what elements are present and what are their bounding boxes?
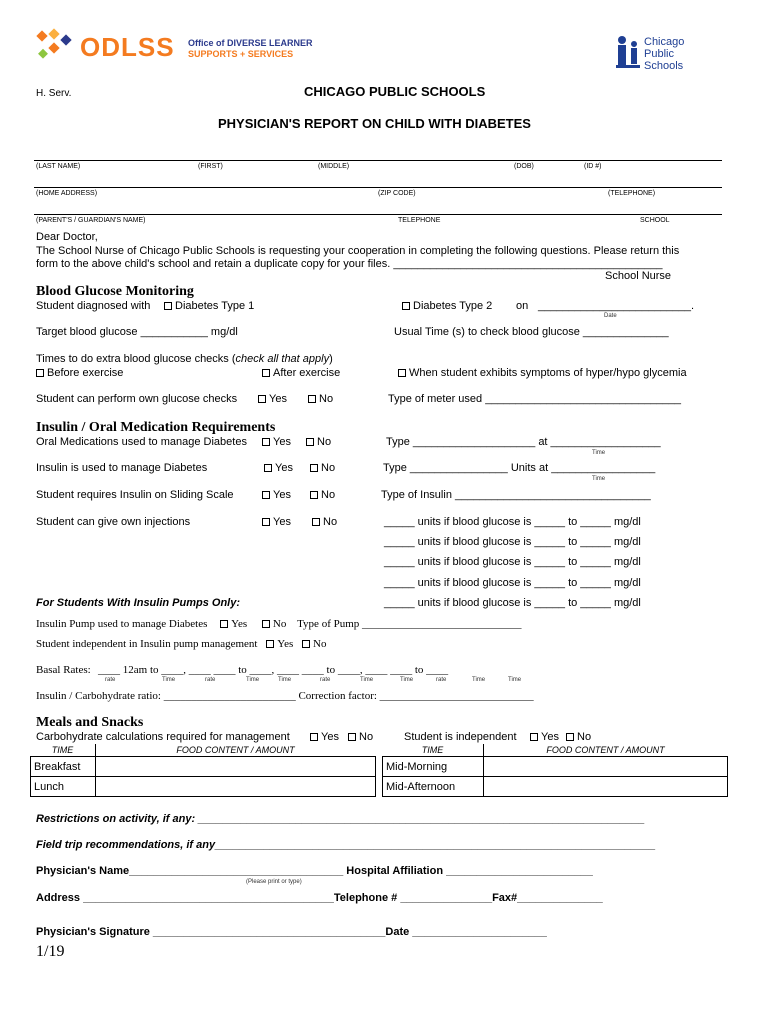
pump-yes-checkbox[interactable] <box>220 620 228 628</box>
address-field[interactable]: Address _________________________________________Telephone # _______________Fax#______________ <box>36 892 603 904</box>
on-label: on <box>516 300 529 312</box>
letter-line-2: form to the above child's school and retain a duplicate copy for your files. ____________________________________________ <box>36 258 663 270</box>
independent-yes[interactable] <box>530 731 559 743</box>
label-id: (ID #) <box>584 163 602 170</box>
before-exercise-checkbox[interactable] <box>36 369 44 377</box>
ratio-field[interactable]: Insulin / Carbohydrate ratio: ________________________ Correction factor: ____________________________ <box>36 690 534 702</box>
oral-label: Oral Medications used to manage Diabetes <box>36 436 247 448</box>
signature-field[interactable]: Physician's Signature ______________________________________Date ______________________ <box>36 926 547 938</box>
odlss-wordmark: ODLSS <box>80 32 175 62</box>
scale-row-2[interactable]: _____ units if blood glucose is _____ to _____ mg/dl <box>384 536 641 548</box>
pump-ind-no-label: No <box>313 638 327 650</box>
oral-no-label: No <box>317 436 332 448</box>
school-nurse-label: School Nurse <box>605 270 672 282</box>
carb-yes-label: Yes <box>321 731 339 743</box>
h-serv: H. Serv. <box>36 88 72 99</box>
oral-yes[interactable] <box>262 436 291 448</box>
diagnosed-label: Student diagnosed with <box>36 300 151 312</box>
label-telephone-2: TELEPHONE <box>398 217 441 224</box>
field-trip-field[interactable]: Field trip recommendations, if any________________________________________________________________________ <box>36 839 656 851</box>
after-exercise-option[interactable] <box>262 367 340 379</box>
insulin-type-of-field[interactable]: Type of Insulin ________________________________ <box>381 489 651 501</box>
insulin-used-label: Insulin is used to manage Diabetes <box>36 462 208 474</box>
basal-caption-rate-3: rate <box>320 677 331 683</box>
carb-yes-checkbox[interactable] <box>310 733 318 741</box>
mid-afternoon-label: Mid-Afternoon <box>383 777 484 797</box>
after-exercise-checkbox[interactable] <box>262 369 270 377</box>
meals-table-left <box>30 744 376 797</box>
table-row <box>383 777 728 797</box>
before-exercise-label: Before exercise <box>47 367 124 379</box>
oral-yes-label: Yes <box>273 436 291 448</box>
type2-label: Diabetes Type 2 <box>413 300 493 312</box>
basal-caption-rate-4: rate <box>436 677 447 683</box>
oral-no[interactable] <box>306 436 331 448</box>
extra-checks-text-b: check all that apply <box>235 353 330 365</box>
own-checks-label: Student can perform own glucose checks <box>36 393 238 405</box>
insulin-used-no[interactable] <box>310 462 335 474</box>
cps-logo-line-1: Chicago <box>644 36 685 48</box>
diagnosis-date-field[interactable]: _________________________. <box>538 300 694 312</box>
own-checks-yes[interactable] <box>258 393 287 405</box>
pump-yes-label: Yes <box>231 618 248 630</box>
independent-no[interactable] <box>566 731 591 743</box>
own-injections-label: Student can give own injections <box>36 516 191 528</box>
label-zip: (ZIP CODE) <box>378 190 416 197</box>
basal-caption-time-6: Time <box>472 677 486 683</box>
symptoms-label: When student exhibits symptoms of hyper/hypo glycemia <box>409 367 687 379</box>
basal-caption-time-7: Time <box>508 677 522 683</box>
mid-morning-label: Mid-Morning <box>383 757 484 777</box>
table-row <box>31 744 376 757</box>
extra-checks-text-c: ) <box>329 353 333 365</box>
own-checks-yes-checkbox[interactable] <box>258 395 266 403</box>
label-school: SCHOOL <box>640 217 670 224</box>
label-telephone: (TELEPHONE) <box>608 190 656 197</box>
pump-no-checkbox[interactable] <box>262 620 270 628</box>
label-home-address: (HOME ADDRESS) <box>36 190 98 197</box>
independent-no-label: No <box>577 731 592 743</box>
odlss-subtitle-2: SUPPORTS + SERVICES <box>188 49 294 59</box>
pump-independent-label: Student independent in Insulin pump management <box>36 638 258 650</box>
parent-line[interactable] <box>34 214 722 215</box>
sliding-no-label: No <box>321 489 336 501</box>
meals-table-right <box>382 744 728 797</box>
pump-independent-row <box>36 638 326 650</box>
insulin-used-no-checkbox[interactable] <box>310 464 318 472</box>
basal-rates-field[interactable]: ____ 12am to ____, ____ ____ to ____, ____ ____ to ____, ____ ____ to ____ <box>98 664 449 676</box>
type1-checkbox[interactable] <box>164 302 172 310</box>
pump-ind-yes[interactable] <box>266 638 293 650</box>
table-row <box>383 744 728 757</box>
basal-caption-time-2: Time <box>246 677 260 683</box>
scale-row-1[interactable]: _____ units if blood glucose is _____ to _____ mg/dl <box>384 516 641 528</box>
breakfast-food-cell[interactable] <box>95 757 376 777</box>
insulin-used-yes[interactable] <box>264 462 293 474</box>
pump-no[interactable] <box>262 618 286 630</box>
label-parent: (PARENT'S / GUARDIAN'S NAME) <box>36 217 146 224</box>
greeting: Dear Doctor, <box>36 231 98 243</box>
lunch-food-cell[interactable] <box>95 777 376 797</box>
table-row <box>383 757 728 777</box>
page-title: PHYSICIAN'S REPORT ON CHILD WITH DIABETES <box>218 116 531 131</box>
carb-no-label: No <box>359 731 374 743</box>
oral-type-field[interactable]: Type ____________________ at __________________ <box>386 436 661 448</box>
independent-yes-checkbox[interactable] <box>530 733 538 741</box>
target-glucose-field[interactable]: Target blood glucose ___________ mg/dl <box>36 326 238 338</box>
label-middle: (MIDDLE) <box>318 163 350 170</box>
meals-heading: Meals and Snacks <box>36 715 144 730</box>
injections-no-checkbox[interactable] <box>312 518 320 526</box>
symptoms-option[interactable] <box>398 367 687 379</box>
table-row <box>31 777 376 797</box>
insulin-type-field[interactable]: Type ________________ Units at _________________ <box>383 462 656 474</box>
breakfast-label: Breakfast <box>31 757 96 777</box>
type2-checkbox[interactable] <box>402 302 410 310</box>
time-header-2: TIME <box>383 744 484 757</box>
bgm-heading: Blood Glucose Monitoring <box>36 284 194 299</box>
cps-logo-line-3: Schools <box>644 60 684 72</box>
pump-no-label: No <box>272 618 287 630</box>
sliding-yes-checkbox[interactable] <box>262 491 270 499</box>
pump-manage-row <box>36 618 522 630</box>
sliding-label: Student requires Insulin on Sliding Scale <box>36 489 234 501</box>
basal-caption-rate-1: rate <box>105 677 116 683</box>
odlss-mark-icon <box>36 28 76 62</box>
time-header: TIME <box>31 744 96 757</box>
sliding-yes[interactable] <box>262 489 291 501</box>
oral-yes-checkbox[interactable] <box>262 438 270 446</box>
pumps-heading: For Students With Insulin Pumps Only: <box>36 597 241 609</box>
table-row <box>31 757 376 777</box>
injections-yes[interactable] <box>262 516 291 528</box>
oral-no-checkbox[interactable] <box>306 438 314 446</box>
basal-caption-time-4: Time <box>360 677 374 683</box>
extra-checks-label <box>36 353 333 365</box>
restrictions-field[interactable]: Restrictions on activity, if any: _________________________________________________________________________ <box>36 813 645 825</box>
basal-caption-time-1: Time <box>162 677 176 683</box>
mid-afternoon-food-cell[interactable] <box>483 777 728 797</box>
meter-field[interactable]: Type of meter used ________________________________ <box>388 393 681 405</box>
pump-ind-yes-checkbox[interactable] <box>266 640 274 648</box>
symptoms-checkbox[interactable] <box>398 369 406 377</box>
org-name: CHICAGO PUBLIC SCHOOLS <box>304 84 486 99</box>
insulin-used-no-label: No <box>321 462 336 474</box>
own-checks-no[interactable] <box>308 393 333 405</box>
basal-label: Basal Rates: <box>36 664 91 676</box>
scale-row-5[interactable]: _____ units if blood glucose is _____ to _____ mg/dl <box>384 597 641 609</box>
extra-checks-text-a: Times to do extra blood glucose checks ( <box>36 353 236 365</box>
injections-no-label: No <box>323 516 338 528</box>
carb-yes[interactable] <box>310 731 339 743</box>
carb-no[interactable] <box>348 731 373 743</box>
independent-yes-label: Yes <box>541 731 559 743</box>
after-exercise-label: After exercise <box>273 367 341 379</box>
own-checks-no-label: No <box>319 393 334 405</box>
oral-time-caption: Time <box>592 450 606 456</box>
mid-morning-food-cell[interactable] <box>483 757 728 777</box>
label-first: (FIRST) <box>198 163 223 170</box>
cps-logo <box>612 34 702 74</box>
date-caption: Date <box>604 313 617 319</box>
letter-line-1: The School Nurse of Chicago Public Schools is requesting your cooperation in completing the following questions. Please return this <box>36 245 680 257</box>
pump-yes[interactable] <box>220 618 247 630</box>
pump-ind-no[interactable] <box>302 638 326 650</box>
insulin-heading: Insulin / Oral Medication Requirements <box>36 420 276 435</box>
carb-no-checkbox[interactable] <box>348 733 356 741</box>
pump-ind-yes-label: Yes <box>277 638 294 650</box>
cps-logo-line-2: Public <box>644 48 674 60</box>
lunch-label: Lunch <box>31 777 96 797</box>
basal-caption-time-3: Time <box>278 677 292 683</box>
injections-yes-checkbox[interactable] <box>262 518 270 526</box>
odlss-logo <box>36 28 316 68</box>
basal-caption-time-5: Time <box>400 677 414 683</box>
insulin-time-caption: Time <box>592 476 606 482</box>
food-header-2: FOOD CONTENT / AMOUNT <box>483 744 728 757</box>
address-line[interactable] <box>34 187 722 188</box>
label-dob: (DOB) <box>514 163 534 170</box>
physician-name-field[interactable]: Physician's Name___________________________________ Hospital Affiliation ________________________ <box>36 865 593 877</box>
basal-caption-rate-2: rate <box>205 677 216 683</box>
label-last-name: (LAST NAME) <box>36 163 81 170</box>
food-header: FOOD CONTENT / AMOUNT <box>95 744 376 757</box>
own-checks-yes-label: Yes <box>269 393 287 405</box>
insulin-used-yes-checkbox[interactable] <box>264 464 272 472</box>
sliding-no[interactable] <box>310 489 335 501</box>
sliding-yes-label: Yes <box>273 489 291 501</box>
pump-type-field[interactable]: Type of Pump _____________________________ <box>297 618 522 630</box>
insulin-used-yes-label: Yes <box>275 462 293 474</box>
page-number: 1/19 <box>36 943 65 960</box>
usual-time-field[interactable]: Usual Time (s) to check blood glucose ______________ <box>394 326 669 338</box>
odlss-subtitle-1: Office of DIVERSE LEARNER <box>188 38 313 48</box>
cps-figures-icon <box>612 34 646 74</box>
name-line[interactable] <box>34 160 722 161</box>
own-checks-no-checkbox[interactable] <box>308 395 316 403</box>
sliding-no-checkbox[interactable] <box>310 491 318 499</box>
scale-row-3[interactable]: _____ units if blood glucose is _____ to _____ mg/dl <box>384 556 641 568</box>
carb-label: Carbohydrate calculations required for management <box>36 731 290 743</box>
pump-manage-label: Insulin Pump used to manage Diabetes <box>36 618 208 630</box>
type1-option[interactable] <box>164 300 254 312</box>
injections-yes-label: Yes <box>273 516 291 528</box>
independent-no-checkbox[interactable] <box>566 733 574 741</box>
type2-option[interactable] <box>402 300 492 312</box>
independent-label: Student is independent <box>404 731 517 743</box>
before-exercise-option[interactable] <box>36 367 123 379</box>
pump-ind-no-checkbox[interactable] <box>302 640 310 648</box>
scale-row-4[interactable]: _____ units if blood glucose is _____ to _____ mg/dl <box>384 577 641 589</box>
type1-label: Diabetes Type 1 <box>175 300 255 312</box>
print-note: (Please print or type) <box>246 879 302 885</box>
injections-no[interactable] <box>312 516 337 528</box>
